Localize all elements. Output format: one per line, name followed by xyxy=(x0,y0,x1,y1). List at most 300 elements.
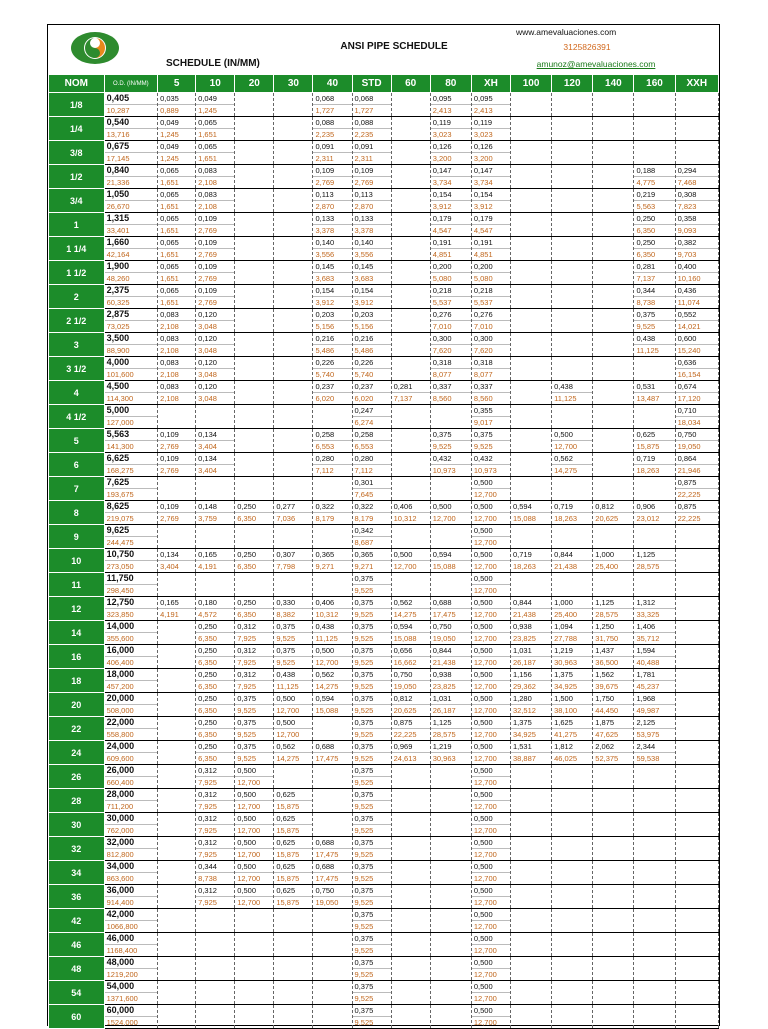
mm-value: 7,112 xyxy=(353,464,391,476)
website-link[interactable]: www.amevaluaciones.com xyxy=(516,27,617,37)
empty-cell xyxy=(552,189,593,213)
empty-cell xyxy=(593,93,634,117)
wall-thickness-cell xyxy=(352,309,391,333)
nominal-size-cell: 60 xyxy=(49,1005,105,1029)
empty-cell xyxy=(552,981,593,1005)
wall-thickness-cell xyxy=(313,861,352,885)
empty-cell xyxy=(313,981,352,1005)
mm-value: 168,275 xyxy=(105,464,158,476)
empty-cell xyxy=(196,405,235,429)
mm-value: 5,156 xyxy=(353,320,391,332)
nominal-size-cell: 54 xyxy=(49,981,105,1005)
inch-value: 16,000 xyxy=(106,645,135,655)
inch-value: 0,147 xyxy=(473,166,493,175)
wall-thickness-cell xyxy=(675,357,718,381)
wall-thickness-cell xyxy=(552,453,593,477)
empty-cell xyxy=(552,261,593,285)
inch-value: 0,750 xyxy=(393,670,413,679)
table-row xyxy=(49,933,719,957)
table-row xyxy=(49,837,719,861)
wall-thickness-cell xyxy=(196,645,235,669)
table-row xyxy=(49,405,719,429)
empty-cell xyxy=(675,621,718,645)
inch-value: 0,688 xyxy=(432,598,452,607)
mm-value: 8,738 xyxy=(196,872,234,884)
inch-value: 0,750 xyxy=(432,622,452,631)
wall-thickness-cell xyxy=(313,549,352,573)
wall-thickness-cell xyxy=(313,261,352,285)
empty-cell xyxy=(235,477,274,501)
empty-cell xyxy=(274,189,313,213)
empty-cell xyxy=(430,525,471,549)
empty-cell xyxy=(634,909,675,933)
wall-thickness-cell xyxy=(471,549,510,573)
empty-cell xyxy=(391,981,430,1005)
nominal-size-cell: 7 xyxy=(49,477,105,501)
wall-thickness-cell xyxy=(510,621,551,645)
empty-cell xyxy=(510,189,551,213)
mm-value: 6,350 xyxy=(634,224,674,236)
empty-cell xyxy=(593,1005,634,1029)
column-header: 5 xyxy=(158,75,196,93)
inch-value: 0,750 xyxy=(315,886,335,895)
inch-value: 0,365 xyxy=(354,550,374,559)
wall-thickness-cell xyxy=(235,621,274,645)
mm-value: 660,400 xyxy=(105,776,158,788)
table-row xyxy=(49,213,719,237)
mm-value: 53,975 xyxy=(634,728,674,740)
inch-value: 1,406 xyxy=(636,622,656,631)
empty-cell xyxy=(593,981,634,1005)
mm-value: 863,600 xyxy=(105,872,158,884)
wall-thickness-cell xyxy=(196,501,235,525)
inch-value: 1,125 xyxy=(636,550,656,559)
empty-cell xyxy=(430,957,471,981)
wall-thickness-cell xyxy=(593,645,634,669)
inch-value: 1,315 xyxy=(106,213,130,223)
mm-value: 12,700 xyxy=(274,704,312,716)
inch-value: 0,337 xyxy=(432,382,452,391)
mm-value: 3,023 xyxy=(472,128,510,140)
inch-value: 1,500 xyxy=(554,694,573,703)
wall-thickness-cell xyxy=(313,693,352,717)
mm-value: 2,108 xyxy=(158,320,195,332)
email-link[interactable]: amunoz@amevaluaciones.com xyxy=(536,59,656,69)
column-header: 160 xyxy=(634,75,675,93)
empty-cell xyxy=(235,573,274,597)
mm-value: 4,572 xyxy=(196,608,234,620)
wall-thickness-cell xyxy=(158,501,196,525)
inch-value: 0,083 xyxy=(160,358,179,367)
empty-cell xyxy=(593,117,634,141)
empty-cell xyxy=(235,933,274,957)
mm-value: 3,200 xyxy=(431,152,471,164)
mm-value: 14,275 xyxy=(274,752,312,764)
inch-value: 0,844 xyxy=(432,646,452,655)
inch-value: 0,191 xyxy=(432,238,452,247)
empty-cell xyxy=(158,525,196,549)
inch-value: 0,500 xyxy=(393,550,413,559)
wall-thickness-cell xyxy=(235,861,274,885)
inch-value: 0,500 xyxy=(473,502,493,511)
wall-thickness-cell xyxy=(196,237,235,261)
mm-value: 3,912 xyxy=(353,296,391,308)
inch-value: 0,500 xyxy=(276,718,296,727)
mm-value: 7,468 xyxy=(676,176,718,188)
wall-thickness-cell xyxy=(391,597,430,621)
inch-value: 0,154 xyxy=(473,190,493,199)
inch-value: 0,191 xyxy=(473,238,493,247)
wall-thickness-cell xyxy=(274,789,313,813)
inch-value: 0,250 xyxy=(198,646,217,655)
outside-diameter-cell xyxy=(104,621,158,645)
mm-value: 11,074 xyxy=(676,296,718,308)
wall-thickness-cell xyxy=(430,237,471,261)
inch-value: 0,969 xyxy=(393,742,413,751)
mm-value: 5,537 xyxy=(472,296,510,308)
mm-value: 52,375 xyxy=(593,752,633,764)
inch-value: 0,068 xyxy=(354,94,374,103)
inch-value: 0,237 xyxy=(354,382,374,391)
mm-value: 3,912 xyxy=(313,296,351,308)
inch-value: 0,337 xyxy=(473,382,493,391)
inch-value: 0,088 xyxy=(315,118,335,127)
empty-cell xyxy=(313,525,352,549)
wall-thickness-cell xyxy=(593,741,634,765)
empty-cell xyxy=(313,789,352,813)
inch-value: 0,091 xyxy=(315,142,335,151)
wall-thickness-cell xyxy=(471,885,510,909)
wall-thickness-cell xyxy=(274,885,313,909)
wall-thickness-cell xyxy=(274,861,313,885)
table-row xyxy=(49,573,719,597)
mm-value: 17,475 xyxy=(313,752,351,764)
empty-cell xyxy=(675,93,718,117)
inch-value: 0,688 xyxy=(315,742,335,751)
wall-thickness-cell xyxy=(510,501,551,525)
inch-value: 0,344 xyxy=(198,862,217,871)
inch-value: 0,083 xyxy=(160,382,179,391)
mm-value: 323,850 xyxy=(105,608,158,620)
inch-value: 0,120 xyxy=(198,358,217,367)
inch-value: 0,318 xyxy=(432,358,452,367)
wall-thickness-cell xyxy=(235,885,274,909)
mm-value: 10,973 xyxy=(431,464,471,476)
mm-value: 1524,000 xyxy=(105,1016,158,1028)
mm-value: 9,525 xyxy=(353,920,391,932)
mm-value: 25,400 xyxy=(552,608,592,620)
empty-cell xyxy=(391,165,430,189)
empty-cell xyxy=(158,837,196,861)
mm-value: 13,487 xyxy=(634,392,674,404)
inch-value: 0,154 xyxy=(315,286,335,295)
mm-value: 46,025 xyxy=(552,752,592,764)
inch-value: 0,200 xyxy=(473,262,493,271)
inch-value: 0,065 xyxy=(160,238,179,247)
inch-value: 0,280 xyxy=(315,454,335,463)
mm-value: 20,625 xyxy=(392,704,430,716)
mm-value: 8,077 xyxy=(431,368,471,380)
mm-value: 73,025 xyxy=(105,320,158,332)
mm-value: 41,275 xyxy=(552,728,592,740)
wall-thickness-cell xyxy=(430,429,471,453)
mm-value: 4,191 xyxy=(158,608,195,620)
mm-value: 762,000 xyxy=(105,824,158,836)
empty-cell xyxy=(510,117,551,141)
empty-cell xyxy=(391,1005,430,1029)
inch-value: 0,375 xyxy=(354,742,374,751)
wall-thickness-cell xyxy=(430,741,471,765)
mm-value: 2,413 xyxy=(431,104,471,116)
inch-value: 0,095 xyxy=(432,94,452,103)
table-row xyxy=(49,645,719,669)
empty-cell xyxy=(274,285,313,309)
empty-cell xyxy=(593,477,634,501)
inch-value: 0,382 xyxy=(677,238,697,247)
inch-value: 0,258 xyxy=(354,430,374,439)
wall-thickness-cell xyxy=(313,381,352,405)
wall-thickness-cell xyxy=(634,165,675,189)
wall-thickness-cell xyxy=(391,669,430,693)
mm-value: 12,700 xyxy=(472,968,510,980)
inch-value: 60,000 xyxy=(106,1005,135,1015)
inch-value: 42,000 xyxy=(106,909,135,919)
mm-value: 21,438 xyxy=(552,560,592,572)
empty-cell xyxy=(274,93,313,117)
empty-cell xyxy=(430,813,471,837)
inch-value: 0,500 xyxy=(473,574,493,583)
column-header: O.D. (IN/MM) xyxy=(104,75,158,93)
nominal-size-cell: 5 xyxy=(49,429,105,453)
table-row xyxy=(49,669,719,693)
wall-thickness-cell xyxy=(313,333,352,357)
wall-thickness-cell xyxy=(471,621,510,645)
empty-cell xyxy=(510,237,551,261)
mm-value: 2,311 xyxy=(313,152,351,164)
mm-value: 5,156 xyxy=(313,320,351,332)
empty-cell xyxy=(391,573,430,597)
mm-value: 18,263 xyxy=(511,560,551,572)
outside-diameter-cell xyxy=(104,861,158,885)
mm-value: 8,560 xyxy=(431,392,471,404)
mm-value: 6,350 xyxy=(634,248,674,260)
inch-value: 30,000 xyxy=(106,813,135,823)
wall-thickness-cell xyxy=(552,717,593,741)
inch-value: 0,500 xyxy=(473,598,493,607)
mm-value: 12,700 xyxy=(472,536,510,548)
mm-value: 8,179 xyxy=(313,512,351,524)
nominal-size-cell: 30 xyxy=(49,813,105,837)
empty-cell xyxy=(675,813,718,837)
empty-cell xyxy=(430,765,471,789)
inch-value: 10,750 xyxy=(106,549,135,559)
wall-thickness-cell xyxy=(593,693,634,717)
mm-value: 40,488 xyxy=(634,656,674,668)
inch-value: 20,000 xyxy=(106,693,135,703)
mm-value: 14,275 xyxy=(392,608,430,620)
mm-value: 12,700 xyxy=(472,800,510,812)
mm-value: 193,675 xyxy=(105,488,158,500)
empty-cell xyxy=(675,717,718,741)
wall-thickness-cell xyxy=(235,597,274,621)
empty-cell xyxy=(675,597,718,621)
inch-value: 0,307 xyxy=(276,550,296,559)
inch-value: 6,625 xyxy=(106,453,130,463)
wall-thickness-cell xyxy=(235,741,274,765)
inch-value: 46,000 xyxy=(106,933,135,943)
inch-value: 0,375 xyxy=(354,622,374,631)
empty-cell xyxy=(593,909,634,933)
wall-thickness-cell xyxy=(471,981,510,1005)
wall-thickness-cell xyxy=(274,693,313,717)
wall-thickness-cell xyxy=(158,333,196,357)
nominal-size-cell: 6 xyxy=(49,453,105,477)
nominal-size-cell: 9 xyxy=(49,525,105,549)
mm-value: 558,800 xyxy=(105,728,158,740)
wall-thickness-cell xyxy=(552,381,593,405)
inch-value: 0,134 xyxy=(198,430,217,439)
empty-cell xyxy=(510,357,551,381)
empty-cell xyxy=(158,1005,196,1029)
wall-thickness-cell xyxy=(274,549,313,573)
empty-cell xyxy=(430,1005,471,1029)
mm-value: 9,525 xyxy=(353,584,391,596)
wall-thickness-cell xyxy=(471,957,510,981)
mm-value: 42,164 xyxy=(105,248,158,260)
inch-value: 0,133 xyxy=(315,214,335,223)
table-row xyxy=(49,165,719,189)
mm-value: 13,716 xyxy=(105,128,158,140)
inch-value: 0,375 xyxy=(354,982,374,991)
wall-thickness-cell xyxy=(552,693,593,717)
mm-value: 38,100 xyxy=(552,704,592,716)
mm-value: 5,740 xyxy=(313,368,351,380)
wall-thickness-cell xyxy=(634,261,675,285)
nominal-size-cell: 3/4 xyxy=(49,189,105,213)
empty-cell xyxy=(158,813,196,837)
wall-thickness-cell xyxy=(235,669,274,693)
mm-value: 26,187 xyxy=(511,656,551,668)
mm-value: 6,553 xyxy=(353,440,391,452)
inch-value: 0,500 xyxy=(473,1006,493,1015)
inch-value: 0,250 xyxy=(198,670,217,679)
inch-value: 0,375 xyxy=(354,814,374,823)
wall-thickness-cell xyxy=(196,333,235,357)
mm-value: 4,547 xyxy=(472,224,510,236)
wall-thickness-cell xyxy=(196,621,235,645)
document-title: ANSI PIPE SCHEDULE xyxy=(340,41,448,52)
empty-cell xyxy=(634,357,675,381)
inch-value: 0,500 xyxy=(237,862,257,871)
inch-value: 0,109 xyxy=(198,286,217,295)
inch-value: 0,719 xyxy=(636,454,656,463)
inch-value: 28,000 xyxy=(106,789,135,799)
mm-value: 1,651 xyxy=(158,200,195,212)
wall-thickness-cell xyxy=(196,429,235,453)
wall-thickness-cell xyxy=(313,669,352,693)
mm-value: 12,700 xyxy=(472,896,510,908)
wall-thickness-cell xyxy=(274,837,313,861)
empty-cell xyxy=(313,933,352,957)
mm-value: 1,727 xyxy=(313,104,351,116)
inch-value: 0,322 xyxy=(354,502,374,511)
wall-thickness-cell xyxy=(675,501,718,525)
inch-value: 0,330 xyxy=(276,598,296,607)
wall-thickness-cell xyxy=(430,381,471,405)
wall-thickness-cell xyxy=(634,453,675,477)
mm-value: 7,010 xyxy=(472,320,510,332)
empty-cell xyxy=(158,669,196,693)
mm-value: 12,700 xyxy=(235,848,273,860)
mm-value: 457,200 xyxy=(105,680,158,692)
empty-cell xyxy=(158,981,196,1005)
mm-value: 23,825 xyxy=(511,632,551,644)
empty-cell xyxy=(510,453,551,477)
mm-value: 2,769 xyxy=(196,296,234,308)
wall-thickness-cell xyxy=(196,885,235,909)
mm-value: 9,525 xyxy=(353,896,391,908)
mm-value: 10,312 xyxy=(313,608,351,620)
inch-value: 1,625 xyxy=(554,718,573,727)
inch-value: 1,312 xyxy=(636,598,656,607)
mm-value: 141,300 xyxy=(105,440,158,452)
inch-value: 0,500 xyxy=(473,766,493,775)
outside-diameter-cell xyxy=(104,789,158,813)
wall-thickness-cell xyxy=(235,717,274,741)
mm-value: 17,145 xyxy=(105,152,158,164)
inch-value: 0,083 xyxy=(198,190,217,199)
wall-thickness-cell xyxy=(391,501,430,525)
mm-value: 9,271 xyxy=(313,560,351,572)
inch-value: 0,068 xyxy=(315,94,335,103)
wall-thickness-cell xyxy=(552,621,593,645)
inch-value: 0,109 xyxy=(160,502,179,511)
wall-thickness-cell xyxy=(391,693,430,717)
inch-value: 1,375 xyxy=(512,718,532,727)
mm-value: 12,700 xyxy=(552,440,592,452)
inch-value: 0,688 xyxy=(315,838,335,847)
mm-value: 2,108 xyxy=(158,344,195,356)
column-header: NOM xyxy=(49,75,105,93)
inch-value: 0,140 xyxy=(315,238,335,247)
empty-cell xyxy=(391,909,430,933)
wall-thickness-cell xyxy=(196,141,235,165)
inch-value: 0,134 xyxy=(198,454,217,463)
empty-cell xyxy=(675,669,718,693)
mm-value: 2,769 xyxy=(158,440,195,452)
outside-diameter-cell xyxy=(104,909,158,933)
inch-value: 0,500 xyxy=(237,814,257,823)
empty-cell xyxy=(274,381,313,405)
mm-value: 9,525 xyxy=(472,440,510,452)
inch-value: 0,938 xyxy=(512,622,532,631)
wall-thickness-cell xyxy=(593,597,634,621)
mm-value: 12,700 xyxy=(313,656,351,668)
inch-value: 1,156 xyxy=(512,670,532,679)
nominal-size-cell: 4 xyxy=(49,381,105,405)
empty-cell xyxy=(158,405,196,429)
inch-value: 1,375 xyxy=(554,670,573,679)
inch-value: 0,095 xyxy=(473,94,493,103)
mm-value: 30,963 xyxy=(431,752,471,764)
inch-value: 0,344 xyxy=(636,286,656,295)
mm-value: 7,036 xyxy=(274,512,312,524)
inch-value: 0,438 xyxy=(315,622,335,631)
wall-thickness-cell xyxy=(471,285,510,309)
wall-thickness-cell xyxy=(634,669,675,693)
mm-value: 9,525 xyxy=(353,776,391,788)
mm-value: 1,651 xyxy=(158,296,195,308)
